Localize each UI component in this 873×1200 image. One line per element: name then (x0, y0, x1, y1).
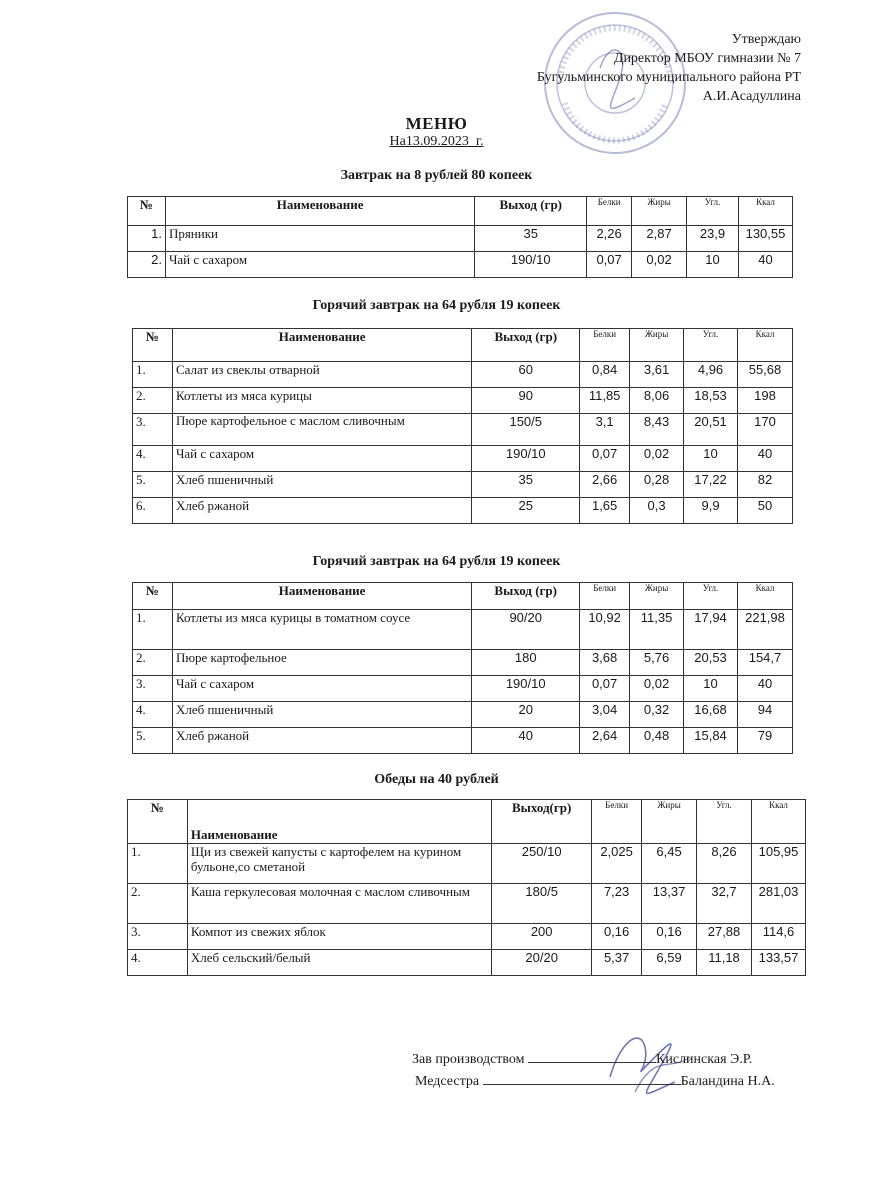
row-num: 3. (128, 924, 188, 950)
row-yield: 190/10 (475, 252, 587, 278)
row-name: Хлеб ржаной (172, 498, 471, 524)
row-yield: 60 (472, 362, 580, 388)
row-fat: 5,76 (630, 650, 684, 676)
col-yield: Выход (гр) (472, 583, 580, 610)
row-carbs: 10 (684, 676, 738, 702)
row-fat: 11,35 (630, 610, 684, 650)
row-fat: 0,48 (630, 728, 684, 754)
row-num: 5. (133, 728, 173, 754)
col-carbs: Угл. (684, 329, 738, 362)
row-name: Хлеб сельский/белый (187, 950, 491, 976)
menu-table (127, 196, 793, 278)
col-carbs: Угл. (697, 800, 752, 844)
row-yield: 90/20 (472, 610, 580, 650)
row-fat: 0,32 (630, 702, 684, 728)
table-row (133, 728, 793, 754)
table-row (133, 498, 793, 524)
table-row (133, 472, 793, 498)
row-protein: 1,65 (580, 498, 630, 524)
col-carbs: Угл. (687, 197, 739, 226)
col-num: № (128, 197, 166, 226)
row-fat: 2,87 (632, 226, 687, 252)
row-carbs: 9,9 (684, 498, 738, 524)
col-name: Наименование (165, 197, 474, 226)
row-name: Каша геркулесовая молочная с маслом сливочным (187, 884, 491, 924)
table-row (133, 610, 793, 650)
row-name: Котлеты из мяса курицы (172, 388, 471, 414)
col-kcal: Ккал (738, 583, 793, 610)
signature-production (412, 1052, 752, 1068)
signature-nurse (415, 1074, 775, 1090)
row-name: Чай с сахаром (172, 676, 471, 702)
row-protein: 3,1 (580, 414, 630, 446)
table-row (128, 252, 793, 278)
row-carbs: 23,9 (687, 226, 739, 252)
col-kcal: Ккал (751, 800, 805, 844)
row-num: 1. (133, 362, 173, 388)
row-protein: 0,07 (580, 446, 630, 472)
row-kcal: 94 (738, 702, 793, 728)
col-num: № (128, 800, 188, 844)
row-carbs: 16,68 (684, 702, 738, 728)
approval-block (537, 30, 801, 106)
row-yield: 190/10 (472, 446, 580, 472)
col-yield: Выход(гр) (492, 800, 592, 844)
col-name: Наименование (172, 583, 471, 610)
row-protein: 2,66 (580, 472, 630, 498)
row-num: 6. (133, 498, 173, 524)
row-kcal: 82 (738, 472, 793, 498)
col-protein: Белки (580, 583, 630, 610)
row-carbs: 17,22 (684, 472, 738, 498)
col-protein: Белки (587, 197, 632, 226)
row-yield: 190/10 (472, 676, 580, 702)
col-fat: Жиры (630, 583, 684, 610)
col-kcal: Ккал (738, 329, 793, 362)
table-row (133, 362, 793, 388)
signature-line (528, 1062, 656, 1063)
row-num: 2. (128, 884, 188, 924)
section-title: Завтрак на 8 рублей 80 копеек (340, 168, 533, 183)
row-name: Чай с сахаром (165, 252, 474, 278)
row-kcal: 40 (738, 446, 793, 472)
table-row (128, 950, 806, 976)
row-kcal: 55,68 (738, 362, 793, 388)
row-name: Котлеты из мяса курицы в томатном соусе (172, 610, 471, 650)
row-carbs: 10 (684, 446, 738, 472)
table-row (128, 924, 806, 950)
section-title: Обеды на 40 рублей (374, 772, 499, 787)
date-prefix: На (389, 134, 406, 149)
row-carbs: 4,96 (684, 362, 738, 388)
row-kcal: 114,6 (751, 924, 805, 950)
row-name: Пюре картофельное (172, 650, 471, 676)
row-carbs: 10 (687, 252, 739, 278)
row-kcal: 198 (738, 388, 793, 414)
row-yield: 200 (492, 924, 592, 950)
row-yield: 180/5 (492, 884, 592, 924)
row-protein: 11,85 (580, 388, 630, 414)
row-carbs: 8,26 (697, 844, 752, 884)
col-num: № (133, 583, 173, 610)
menu-table (132, 328, 793, 524)
row-num: 3. (133, 414, 173, 446)
row-yield: 150/5 (472, 414, 580, 446)
row-fat: 6,59 (642, 950, 697, 976)
row-protein: 2,025 (592, 844, 642, 884)
row-yield: 250/10 (492, 844, 592, 884)
row-protein: 3,04 (580, 702, 630, 728)
row-protein: 7,23 (592, 884, 642, 924)
row-protein: 10,92 (580, 610, 630, 650)
row-fat: 0,3 (630, 498, 684, 524)
row-num: 2. (133, 388, 173, 414)
table-row (133, 650, 793, 676)
row-num: 3. (133, 676, 173, 702)
row-num: 2. (128, 252, 166, 278)
row-yield: 180 (472, 650, 580, 676)
row-name: Пряники (165, 226, 474, 252)
row-num: 4. (133, 702, 173, 728)
row-fat: 13,37 (642, 884, 697, 924)
row-yield: 20/20 (492, 950, 592, 976)
production-role: Зав производством (412, 1052, 525, 1067)
row-num: 1. (128, 844, 188, 884)
menu-date (0, 134, 873, 150)
col-fat: Жиры (642, 800, 697, 844)
nurse-name: Баландина Н.А. (680, 1074, 775, 1089)
col-kcal: Ккал (738, 197, 792, 226)
row-carbs: 15,84 (684, 728, 738, 754)
table-row (133, 388, 793, 414)
row-fat: 3,61 (630, 362, 684, 388)
row-name: Щи из свежей капусты с картофелем на курином бульоне,со сметаной (187, 844, 491, 884)
row-fat: 0,28 (630, 472, 684, 498)
row-name: Пюре картофельное с маслом сливочным (172, 414, 471, 446)
row-kcal: 105,95 (751, 844, 805, 884)
row-name: Чай с сахаром (172, 446, 471, 472)
row-yield: 35 (475, 226, 587, 252)
row-yield: 25 (472, 498, 580, 524)
signature-line (483, 1084, 681, 1085)
col-name: Наименование (172, 329, 471, 362)
page-title: МЕНЮ (405, 114, 468, 133)
menu-table (127, 799, 806, 976)
row-yield: 20 (472, 702, 580, 728)
row-name: Компот из свежих яблок (187, 924, 491, 950)
row-protein: 0,84 (580, 362, 630, 388)
row-num: 5. (133, 472, 173, 498)
row-carbs: 27,88 (697, 924, 752, 950)
table-row (133, 676, 793, 702)
row-num: 4. (133, 446, 173, 472)
row-yield: 90 (472, 388, 580, 414)
row-protein: 3,68 (580, 650, 630, 676)
row-carbs: 32,7 (697, 884, 752, 924)
row-kcal: 221,98 (738, 610, 793, 650)
approval-line-2: Директор МБОУ гимназии № 7 (613, 51, 801, 66)
row-kcal: 170 (738, 414, 793, 446)
row-protein: 5,37 (592, 950, 642, 976)
col-protein: Белки (592, 800, 642, 844)
date-value: 13.09.2023 (405, 134, 469, 149)
row-fat: 8,43 (630, 414, 684, 446)
approval-line-1: Утверждаю (731, 32, 801, 47)
row-yield: 35 (472, 472, 580, 498)
menu-table (132, 582, 793, 754)
approval-line-3: Бугульминского муниципального района РТ (536, 70, 801, 85)
nurse-role: Медсестра (415, 1074, 480, 1089)
table-row (133, 702, 793, 728)
row-name: Салат из свеклы отварной (172, 362, 471, 388)
table-row (128, 884, 806, 924)
row-kcal: 50 (738, 498, 793, 524)
row-kcal: 40 (738, 252, 792, 278)
table-row (133, 446, 793, 472)
row-protein: 2,26 (587, 226, 632, 252)
row-protein: 2,64 (580, 728, 630, 754)
row-kcal: 40 (738, 676, 793, 702)
row-fat: 6,45 (642, 844, 697, 884)
row-name: Хлеб пшеничный (172, 702, 471, 728)
date-suffix: _г. (468, 134, 484, 149)
production-name: Кислинская Э.Р. (656, 1052, 753, 1067)
col-protein: Белки (580, 329, 630, 362)
col-name: Наименование (187, 800, 491, 844)
row-kcal: 79 (738, 728, 793, 754)
row-name: Хлеб ржаной (172, 728, 471, 754)
row-protein: 0,16 (592, 924, 642, 950)
row-kcal: 154,7 (738, 650, 793, 676)
row-carbs: 20,53 (684, 650, 738, 676)
row-carbs: 17,94 (684, 610, 738, 650)
row-fat: 8,06 (630, 388, 684, 414)
row-fat: 0,02 (632, 252, 687, 278)
row-num: 1. (133, 610, 173, 650)
table-row (128, 844, 806, 884)
row-carbs: 11,18 (697, 950, 752, 976)
row-yield: 40 (472, 728, 580, 754)
col-carbs: Угл. (684, 583, 738, 610)
row-num: 1. (128, 226, 166, 252)
col-yield: Выход (гр) (475, 197, 587, 226)
col-num: № (133, 329, 173, 362)
row-name: Хлеб пшеничный (172, 472, 471, 498)
row-kcal: 281,03 (751, 884, 805, 924)
row-protein: 0,07 (580, 676, 630, 702)
row-fat: 0,16 (642, 924, 697, 950)
row-kcal: 130,55 (738, 226, 792, 252)
col-yield: Выход (гр) (472, 329, 580, 362)
col-fat: Жиры (632, 197, 687, 226)
row-fat: 0,02 (630, 446, 684, 472)
row-carbs: 20,51 (684, 414, 738, 446)
row-protein: 0,07 (587, 252, 632, 278)
section-title: Горячий завтрак на 64 рубля 19 копеек (312, 554, 561, 569)
table-row (128, 226, 793, 252)
section-title: Горячий завтрак на 64 рубля 19 копеек (312, 298, 561, 313)
table-row (133, 414, 793, 446)
row-kcal: 133,57 (751, 950, 805, 976)
approval-line-4: А.И.Асадуллина (702, 89, 801, 104)
row-carbs: 18,53 (684, 388, 738, 414)
col-fat: Жиры (630, 329, 684, 362)
row-num: 2. (133, 650, 173, 676)
row-fat: 0,02 (630, 676, 684, 702)
row-num: 4. (128, 950, 188, 976)
